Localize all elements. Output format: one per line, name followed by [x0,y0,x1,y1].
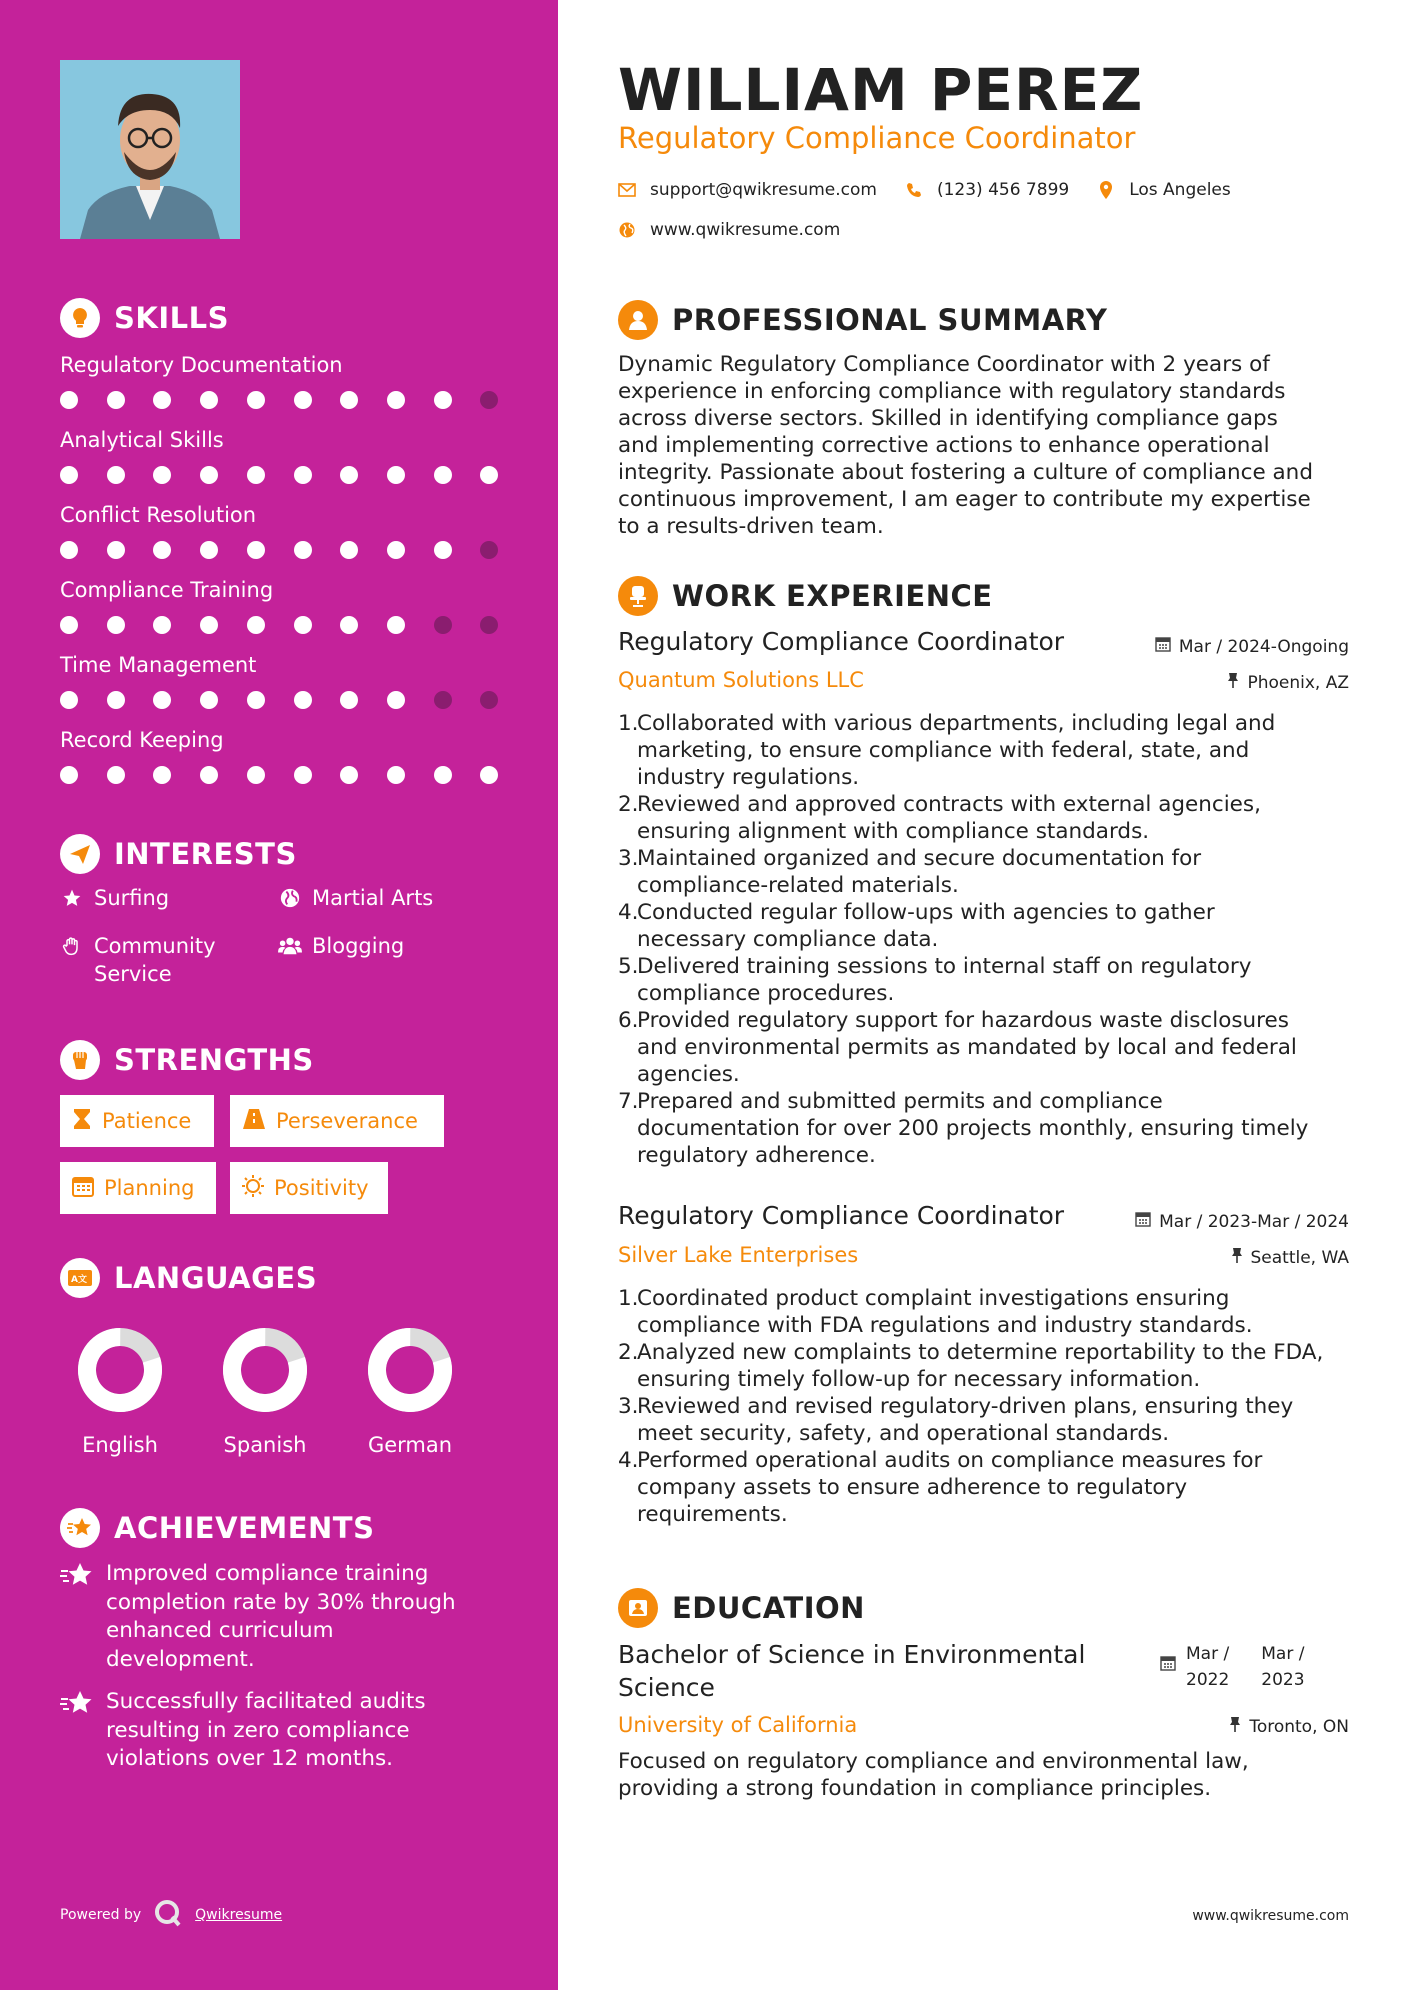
skill-dot [434,691,452,709]
skill-dot [387,541,405,559]
skill-dot [107,391,125,409]
email-link[interactable]: support@qwikresume.com [650,180,877,200]
skill-dot [480,391,498,409]
skill-dot [387,616,405,634]
skill-row [60,500,500,562]
skill-dot [60,541,78,559]
skill-dot [340,616,358,634]
pushpin-icon [1231,1247,1243,1268]
qwikresume-link[interactable]: Qwikresume [195,1907,283,1923]
skill-dot [153,616,171,634]
skill-dot [107,541,125,559]
job-responsibilities [618,1285,1363,1528]
globe-icon [618,221,636,239]
skills-heading: SKILLS [60,298,229,338]
responsibility-item: 4. Performed operational audits on compliance measures for company assets to ensure adherence to regulatory requirements. [618,1448,1263,1527]
skill-dot [153,391,171,409]
skill-row [60,350,500,412]
skill-dot [434,766,452,784]
skill-dot [340,541,358,559]
interest-item: Blogging [278,932,404,960]
job-dates: Mar / 2023-Mar / 2024 [1135,1211,1349,1232]
list-number: 7. [618,1089,639,1114]
language-donut [75,1325,165,1415]
skill-row [60,725,500,787]
education-heading: EDUCATION [618,1588,865,1628]
qwikresume-logo-icon [153,1898,183,1932]
skill-dot [294,616,312,634]
skill-dot [294,541,312,559]
users-icon [278,932,302,960]
skill-rating [60,613,500,637]
globe-icon [278,884,302,912]
user-icon [618,300,658,340]
skill-dot [434,541,452,559]
skill-dot [60,616,78,634]
calendar-icon [1135,1211,1151,1232]
job-company: Quantum Solutions LLC [618,668,864,692]
skill-dot [247,766,265,784]
job-responsibilities [618,710,1363,1169]
skill-dot [200,766,218,784]
location-text: Los Angeles [1129,180,1231,200]
list-number: 3. [618,846,639,871]
job-location: Seattle, WA [1231,1247,1350,1268]
graduate-icon [618,1588,658,1628]
language-donut [220,1325,310,1415]
skill-dot [434,616,452,634]
responsibility-item: 3. Reviewed and revised regulatory-driven plans, ensuring they meet security, safety, and operational standards. [618,1394,1294,1446]
skill-dot [434,466,452,484]
lightbulb-icon [60,298,100,338]
responsibility-item: 1. Coordinated product complaint investigations ensuring compliance with FDA regulations and industry standards. [618,1286,1253,1338]
skill-dot [60,766,78,784]
skill-dot [387,691,405,709]
school-name: University of California [618,1713,858,1737]
list-number: 6. [618,1008,639,1033]
list-number: 5. [618,954,639,979]
skill-dot [153,691,171,709]
strengths-heading: STRENGTHS [60,1040,314,1080]
list-number: 3. [618,1394,639,1419]
paper-plane-icon [60,834,100,874]
skill-dot [200,616,218,634]
calendar-icon [72,1175,94,1202]
language-item [65,1325,175,1457]
responsibility-item: 7. Prepared and submitted permits and compliance documentation for over 200 projects monthly, ensuring timely regulatory adherence. [618,1089,1309,1168]
skill-dot [480,616,498,634]
skill-rating [60,763,500,787]
list-number: 2. [618,1340,639,1365]
skill-dot [480,541,498,559]
skill-dot [294,391,312,409]
pushpin-icon [1229,1716,1241,1737]
skill-dot [294,691,312,709]
language-item [355,1325,465,1457]
skill-dot [200,541,218,559]
skill-dot [480,691,498,709]
sidebar [0,0,558,1990]
skill-dot [480,766,498,784]
responsibility-item: 2. Reviewed and approved contracts with external agencies, ensuring alignment with compliance standards. [618,792,1261,844]
skill-rating [60,388,500,412]
website-link[interactable]: www.qwikresume.com [650,220,841,240]
skill-name: Conflict Resolution [60,503,257,527]
skill-dot [107,691,125,709]
interest-item: Martial Arts [278,884,433,912]
skill-dot [200,691,218,709]
degree-title: Bachelor of Science in Environmental Science [618,1640,1086,1702]
skill-dot [434,391,452,409]
skill-dot [107,616,125,634]
job-location: Phoenix, AZ [1227,672,1349,693]
profile-photo [60,60,240,239]
skill-rating [60,538,500,562]
list-number: 1. [618,711,639,736]
list-number: 1. [618,1286,639,1311]
calendar-icon [1155,636,1171,657]
responsibility-item: 4. Conducted regular follow-ups with agencies to gather necessary compliance data. [618,900,1215,952]
language-name: Spanish [223,1433,307,1457]
skill-dot [247,466,265,484]
language-name: English [82,1433,158,1457]
skill-dot [247,541,265,559]
skill-row [60,650,500,712]
main-content [558,0,1407,1990]
skill-dot [153,466,171,484]
skill-dot [294,466,312,484]
responsibility-item: 5. Delivered training sessions to internal staff on regulatory compliance procedures. [618,954,1252,1006]
list-number: 2. [618,792,639,817]
skill-dot [60,691,78,709]
pushpin-icon [1227,672,1239,693]
hand-icon [60,932,84,960]
powered-by: Powered by Qwikresume [60,1898,282,1932]
skill-dot [60,391,78,409]
candidate-role: Regulatory Compliance Coordinator [618,121,1136,155]
skill-row [60,425,500,487]
fist-icon [60,1040,100,1080]
chair-icon [618,576,658,616]
interests-heading: INTERESTS [60,834,297,874]
achievement-item: Improved compliance training completion rate by 30% through enhanced curriculum development. [60,1560,500,1674]
skill-rating [60,463,500,487]
skill-row [60,575,500,637]
skill-dot [294,766,312,784]
list-number: 4. [618,1448,639,1473]
education-dates: Mar / 2022 Mar / 2023 [1160,1641,1305,1693]
responsibility-item: 1. Collaborated with various departments, including legal and marketing, to ensure compliance with federal, state, and industry regulations. [618,711,1276,790]
hourglass-icon [72,1108,92,1135]
contact-row [618,180,1231,200]
achievement-item: Successfully facilitated audits resulting in zero compliance violations over 12 months. [60,1688,500,1774]
skill-dot [387,391,405,409]
skill-dot [60,466,78,484]
language-donut [365,1325,455,1415]
skill-dot [340,466,358,484]
strength-badge: Planning [60,1162,216,1214]
job-title: Regulatory Compliance Coordinator [618,627,1065,656]
svg-text:A文: A文 [71,1275,87,1285]
skill-name: Record Keeping [60,728,224,752]
road-icon [242,1108,266,1135]
skill-rating [60,688,500,712]
education-description: Focused on regulatory compliance and environmental law, providing a strong foundation in compliance principles. [618,1749,1249,1801]
language-item [210,1325,320,1457]
skill-dot [340,766,358,784]
strength-badge: Perseverance [230,1095,444,1147]
skill-dot [387,466,405,484]
skill-dot [387,766,405,784]
skill-dot [107,766,125,784]
email-icon [618,181,636,199]
summary-heading: PROFESSIONAL SUMMARY [618,300,1107,340]
responsibility-item: 6. Provided regulatory support for hazardous waste disclosures and environmental permits as mandated by local and federal agencies. [618,1008,1297,1087]
list-number: 4. [618,900,639,925]
responsibility-item: 3. Maintained organized and secure documentation for compliance-related materials. [618,846,1202,898]
job-title: Regulatory Compliance Coordinator [618,1201,1065,1230]
skill-dot [247,616,265,634]
skill-dot [153,766,171,784]
translate-icon [60,1258,100,1298]
phone-number: (123) 456 7899 [936,180,1070,200]
skill-dot [200,466,218,484]
achievement-star-icon [60,1560,94,1590]
star-icon [60,884,84,912]
interest-item: Surfing [60,884,169,912]
skill-name: Regulatory Documentation [60,353,343,377]
skill-dot [153,541,171,559]
job-dates: Mar / 2024-Ongoing [1155,636,1349,657]
achievements-heading: ACHIEVEMENTS [60,1508,374,1548]
skill-dot [247,391,265,409]
website-row [618,220,840,240]
responsibility-item: 2. Analyzed new complaints to determine reportability to the FDA, ensuring timely follow-up for necessary information. [618,1340,1324,1392]
sun-icon [242,1175,264,1202]
achievement-star-icon [60,1688,94,1718]
achievement-star-icon [60,1508,100,1548]
skill-dot [340,391,358,409]
candidate-name: WILLIAM PEREZ [618,56,1144,124]
experience-heading: WORK EXPERIENCE [618,576,993,616]
skill-name: Analytical Skills [60,428,224,452]
school-location: Toronto, ON [1229,1716,1349,1737]
skill-name: Time Management [60,653,257,677]
strength-badge: Patience [60,1095,214,1147]
skill-dot [200,391,218,409]
calendar-icon [1160,1653,1176,1693]
languages-heading: A文 LANGUAGES [60,1258,317,1298]
skill-dot [480,466,498,484]
footer-url[interactable]: www.qwikresume.com [1192,1908,1349,1924]
skill-name: Compliance Training [60,578,274,602]
phone-icon [905,181,923,199]
summary-text: Dynamic Regulatory Compliance Coordinator with 2 years of experience in enforcing compliance with regulatory standards across diverse sectors. Skilled in identifying compliance gaps and implementing corrective actions to enhance operational integrity. Passionate about fostering a culture of compliance and continuous improvement, I am eager to contribute my expertise to a results-driven team. [618,352,1313,539]
job-company: Silver Lake Enterprises [618,1243,859,1267]
skill-dot [340,691,358,709]
language-name: German [367,1433,453,1457]
skill-dot [107,466,125,484]
interest-item: Community Service [60,932,216,988]
skill-dot [247,691,265,709]
strength-badge: Positivity [230,1162,388,1214]
location-pin-icon [1097,181,1115,199]
